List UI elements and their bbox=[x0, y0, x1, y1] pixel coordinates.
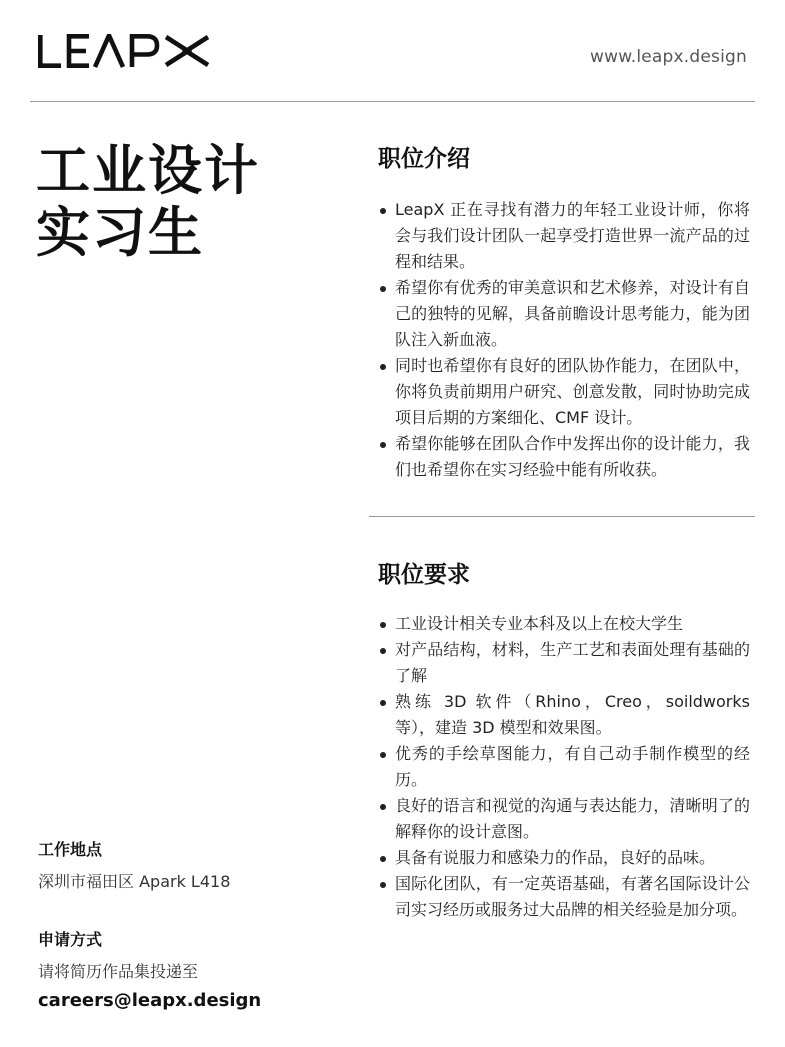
requirements-heading: 职位要求 bbox=[378, 562, 470, 588]
list-item: 优秀的手绘草图能力，有自己动手制作模型的经历。 bbox=[380, 741, 750, 793]
header-divider bbox=[30, 101, 755, 102]
job-title bbox=[36, 140, 260, 264]
location-label: 工作地点 bbox=[38, 840, 103, 859]
list-item: 国际化团队，有一定英语基础，有著名国际设计公司实习经历或服务过大品牌的相关经验是加分项。 bbox=[380, 871, 750, 923]
apply-label: 申请方式 bbox=[38, 930, 103, 949]
intro-list bbox=[380, 197, 750, 483]
intro-heading: 职位介绍 bbox=[378, 146, 470, 172]
list-item: 同时也希望你有良好的团队协作能力，在团队中，你将负责前期用户研究、创意发散，同时协助完成项目后期的方案细化、CMF 设计。 bbox=[380, 353, 750, 431]
apply-instruction: 请将简历作品集投递至 bbox=[38, 962, 199, 981]
list-item: LeapX 正在寻找有潜力的年轻工业设计师，你将会与我们设计团队一起享受打造世界一流产品的过程和结果。 bbox=[380, 197, 750, 275]
job-title-line-1: 工业设计 bbox=[36, 139, 260, 202]
list-item: 良好的语言和视觉的沟通与表达能力，清晰明了的解释你的设计意图。 bbox=[380, 793, 750, 845]
list-item: 希望你能够在团队合作中发挥出你的设计能力，我们也希望你在实习经验中能有所收获。 bbox=[380, 431, 750, 483]
section-divider bbox=[369, 516, 755, 517]
list-item: 对产品结构，材料，生产工艺和表面处理有基础的了解 bbox=[380, 637, 750, 689]
requirements-list bbox=[380, 611, 750, 923]
list-item: 具备有说服力和感染力的作品，良好的品味。 bbox=[380, 845, 750, 871]
list-item: 希望你有优秀的审美意识和艺术修养，对设计有自己的独特的见解，具备前瞻设计思考能力，能为团队注入新血液。 bbox=[380, 275, 750, 353]
location-value: 深圳市福田区 Apark L418 bbox=[38, 872, 231, 891]
email-link[interactable]: careers@leapx.design bbox=[38, 990, 262, 1011]
website-link[interactable]: www.leapx.design bbox=[589, 47, 747, 67]
list-item: 熟练 3D 软件（Rhino，Creo，soildworks 等），建造 3D 模型和效果图。 bbox=[380, 689, 750, 741]
list-item: 工业设计相关专业本科及以上在校大学生 bbox=[380, 611, 750, 637]
job-title-line-2: 实习生 bbox=[36, 201, 204, 264]
leapx-logo bbox=[38, 34, 210, 68]
